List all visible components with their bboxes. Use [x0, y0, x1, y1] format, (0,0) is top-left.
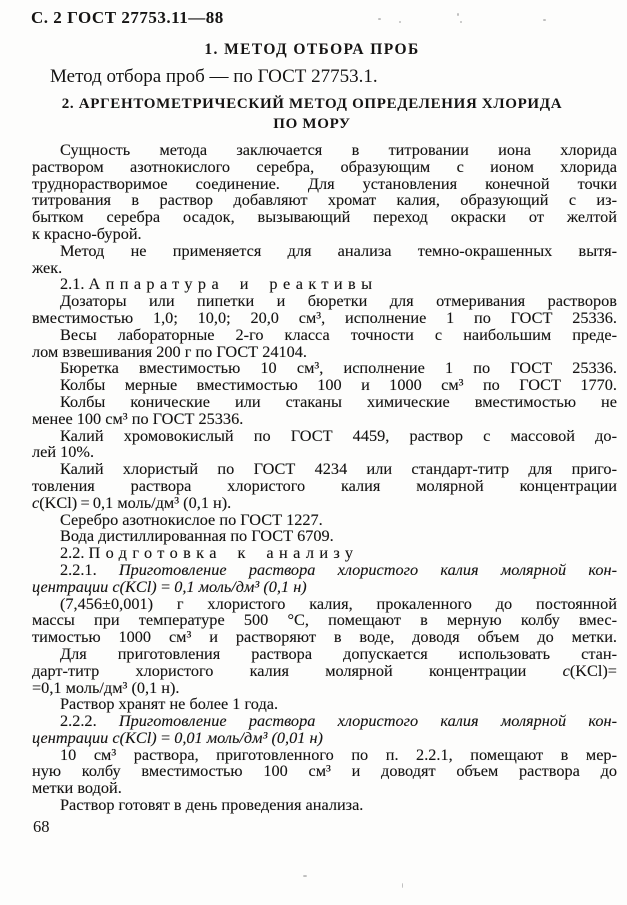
text-segment: 2.2.2. [60, 711, 119, 731]
text-segment: с [562, 660, 570, 680]
text-segment: лей 10%. [32, 442, 95, 462]
text-segment: Колбы мерные вместимостью 100 и 1000 см³ по ГОСТ 1770. [60, 375, 617, 395]
text-segment: 2.2. [60, 543, 89, 563]
text-segment: титрования в раствор добавляют хромат калия, образующий с из- [32, 190, 617, 210]
text-segment: к красно-бурой. [32, 223, 142, 243]
text-segment: Подготовка к анализу [88, 543, 359, 563]
text-segment: Весы лабораторные 2-го класса точности с наибольшим преде- [60, 324, 617, 344]
text-segment: (KCl) = 0,1 моль/дм³ (0,1 н). [39, 492, 232, 512]
scan-artifact [399, 21, 401, 23]
text-segment: Колбы конические или стаканы химические вместимостью не [60, 391, 617, 411]
text-segment: Бюретка вместимостью 10 см³, исполнение 1 по ГОСТ 25336. [60, 358, 617, 378]
running-header: С. 2 ГОСТ 27753.11—88 [31, 8, 224, 27]
body-text [32, 142, 617, 814]
text-segment: Вода дистиллированная по ГОСТ 6709. [60, 526, 334, 546]
text-segment: раствором азотнокислого серебра, образующим с ионом хлорида [32, 156, 617, 176]
text-segment: центрации с(KCl) = 0,1 моль/дм³ (0,1 н) [32, 576, 307, 596]
text-line [32, 797, 617, 814]
section-2-heading-line2: ПО МОРУ [273, 115, 351, 132]
text-line [32, 425, 617, 445]
scan-artifact [460, 21, 462, 23]
text-segment: метки водой. [32, 778, 122, 798]
page-number: 68 [33, 817, 50, 836]
scan-artifact [543, 19, 546, 21]
text-segment: массы при температуре 500 °С, помещают в мерную колбу вмес- [32, 610, 617, 630]
text-segment: Приготовление раствора хлористого калия молярной кон- [118, 711, 618, 731]
text-segment: 2.1. [60, 274, 89, 294]
text-segment: Калий хромовокислый по ГОСТ 4459, раствор с массовой до- [60, 425, 617, 445]
text-segment: Для приготовления раствора допускается использовать стан- [60, 643, 617, 663]
text-segment: Калий хлористый по ГОСТ 4234 или стандарт-титр для приго- [60, 459, 617, 479]
text-segment: менее 100 см³ по ГОСТ 25336. [32, 408, 244, 428]
text-segment: тимостью 1000 см³ и растворяют в воде, доводя объем до метки. [32, 627, 617, 647]
text-segment: 2.2.1. [60, 559, 119, 579]
section-1-paragraph: Метод отбора проб — по ГОСТ 27753.1. [50, 66, 378, 87]
text-segment: Метод не применяется для анализа темно-окрашенных вытя- [60, 240, 617, 260]
text-segment: с [32, 492, 40, 512]
text-segment: центрации с(KCl) = 0,01 моль/дм³ (0,01 н) [32, 727, 323, 747]
text-segment: =0,1 моль/дм³ (0,1 н). [32, 677, 180, 697]
section-2-heading-line1: 2. АРГЕНТОМЕТРИЧЕСКИЙ МЕТОД ОПРЕДЕЛЕНИЯ ХЛОРИДА [61, 96, 563, 112]
section-2-heading [17, 95, 607, 134]
text-segment: Серебро азотнокислое по ГОСТ 1227. [60, 509, 323, 529]
text-line [32, 240, 617, 260]
text-segment: Раствор готовят в день проведения анализа. [60, 795, 364, 815]
text-segment: вместимостью 1,0; 10,0; 20,0 см³, исполнение 1 по ГОСТ 25336. [32, 307, 617, 327]
text-segment: Дозаторы или пипетки и бюретки для отмеривания растворов [60, 291, 617, 311]
text-segment: Сущность метода заключается в титровании иона хлорида [60, 140, 617, 159]
text-segment: 10 см³ раствора, приготовленного по п. 2.2.1, помещают в мер- [60, 744, 617, 764]
text-segment: Раствор хранят не более 1 года. [60, 694, 279, 714]
scan-artifact [402, 883, 403, 888]
scan-artifact [457, 13, 459, 16]
text-segment: Приготовление раствора хлористого калия молярной кон- [118, 559, 618, 579]
scan-artifact [303, 875, 307, 877]
section-1-heading: 1. МЕТОД ОТБОРА ПРОБ [204, 41, 420, 58]
text-segment: труднорастворимое соединение. Для установления конечной точки [32, 173, 617, 193]
text-segment: товления раствора хлористого калия молярной концентрации [32, 475, 617, 495]
text-segment: бытком серебра осадок, вызывающий переход окраски от желтой [32, 207, 617, 227]
text-segment: (7,456±0,001) г хлористого калия, прокаленного до постоянной [60, 593, 617, 613]
text-segment: дарт-титр хлористого калия молярной концентрации [32, 660, 563, 680]
text-segment: (KCl)= [569, 660, 617, 680]
text-segment: лом взвешивания 200 г по ГОСТ 24104. [32, 341, 307, 361]
scan-artifact [378, 18, 381, 20]
text-segment: ную колбу вместимостью 100 см³ и доводят объем раствора до [32, 761, 617, 781]
text-segment: Аппаратура и реактивы [88, 274, 378, 294]
text-segment: жек. [32, 257, 63, 277]
